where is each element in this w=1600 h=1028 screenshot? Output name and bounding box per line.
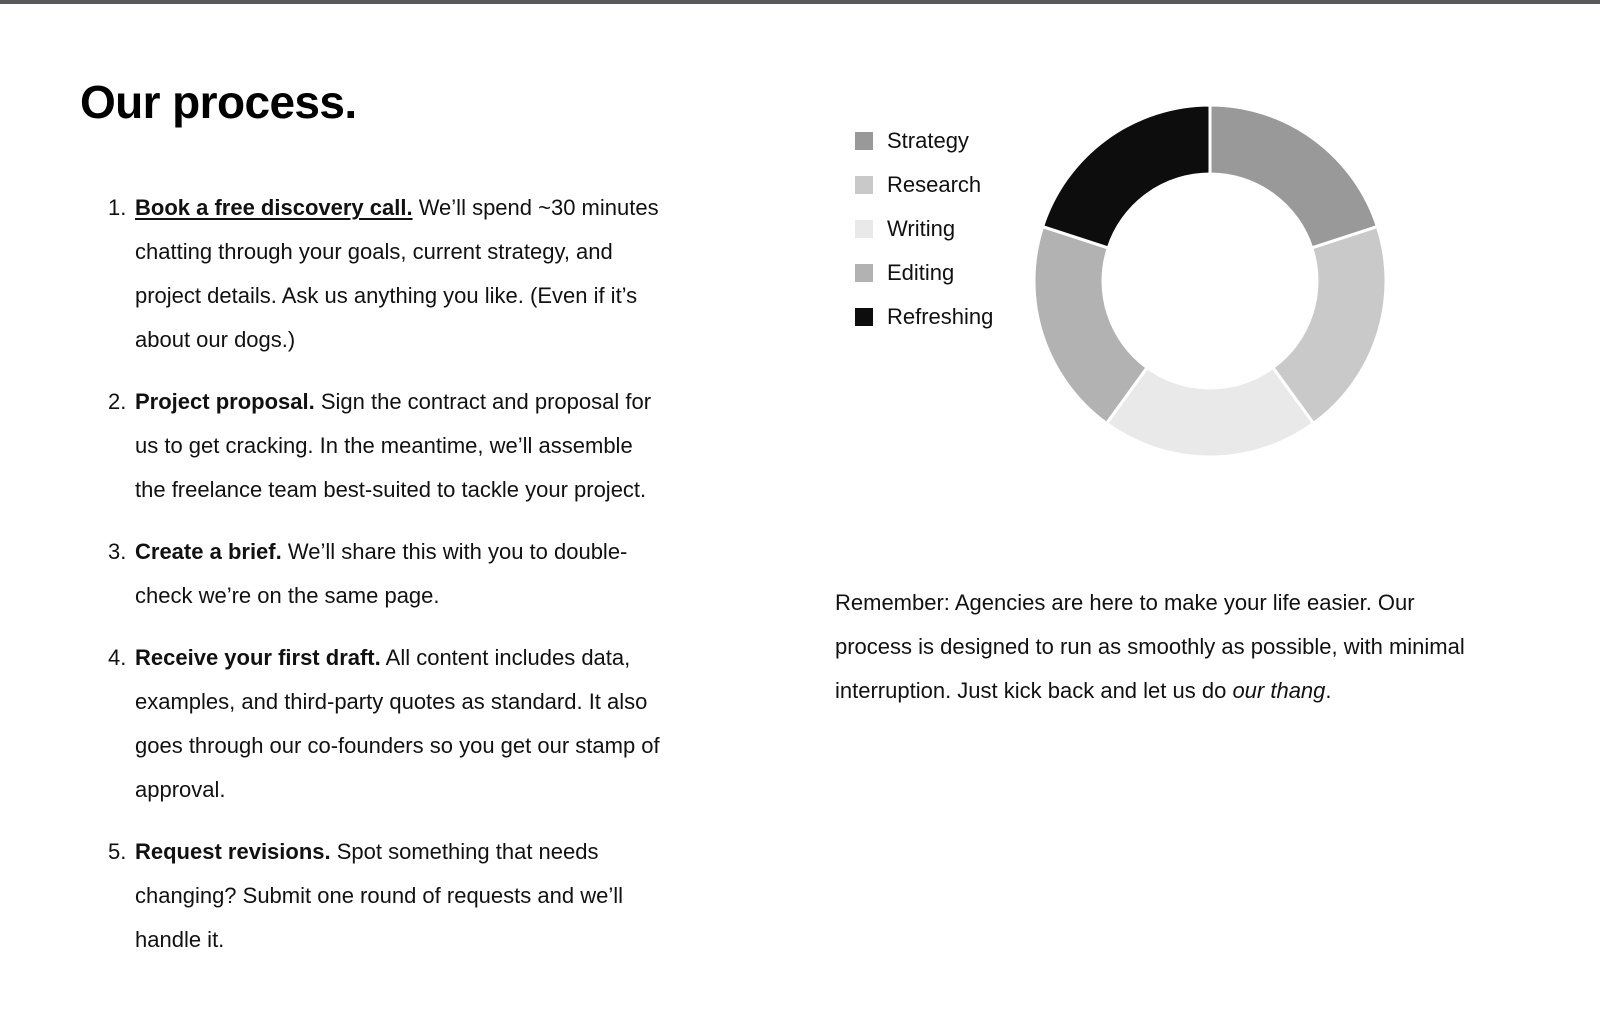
list-item-body: We’ll spend ~30 minutes chatting through your goals, current strategy, and project details. Ask us anything you like. (Even if it’s about our dogs.): [135, 195, 659, 352]
list-item-lead: Receive your first draft.: [135, 645, 381, 670]
list-item-text: [135, 380, 667, 512]
list-item-lead: Request revisions.: [135, 839, 331, 864]
list-item-body: All content includes data, examples, and third-party quotes as standard. It also goes through our co-founders so you get our stamp of approval.: [135, 645, 660, 802]
legend-swatch: [855, 308, 873, 326]
legend-swatch: [855, 176, 873, 194]
discovery-call-link[interactable]: Book a free discovery call.: [135, 195, 413, 220]
list-item: [108, 830, 670, 962]
window-top-edge: [0, 0, 1600, 4]
note-segment: .: [1325, 678, 1332, 703]
list-item-text: [135, 530, 667, 618]
note-italic-segment: our thang: [1232, 678, 1326, 703]
page-title: Our process.: [80, 76, 357, 128]
donut-slice-refreshing: [1043, 105, 1210, 248]
donut-slice-strategy: [1210, 105, 1377, 248]
legend-item-refreshing: [855, 303, 993, 330]
list-item-lead: Project proposal.: [135, 389, 315, 414]
list-item-number: 2.: [108, 389, 127, 414]
legend-label: Research: [887, 171, 982, 197]
legend-item-writing: [855, 215, 993, 242]
note-segment: Remember: Agencies are here to make your life easier. Our process is designed to run as smoothly as possible, with minimal interruption. Just kick back and let us do: [835, 590, 1465, 703]
list-item-text: [135, 186, 667, 362]
list-item-body: We’ll share this with you to double-check we’re on the same page.: [135, 539, 628, 608]
list-item-number: 5.: [108, 839, 127, 864]
list-item: [108, 380, 670, 512]
legend-label: Editing: [887, 259, 955, 285]
list-item: [108, 636, 670, 812]
list-item-number: 3.: [108, 539, 127, 564]
list-item-body: Sign the contract and proposal for us to get cracking. In the meantime, we’ll assemble the freelance team best-suited to tackle your project.: [135, 389, 652, 502]
legend-swatch: [855, 264, 873, 282]
legend-label: Strategy: [887, 127, 969, 153]
list-item: [108, 530, 670, 618]
legend-swatch: [855, 220, 873, 238]
chart-legend: [855, 127, 993, 330]
legend-item-strategy: [855, 127, 993, 154]
list-item: [108, 186, 670, 362]
list-item-text: [135, 636, 667, 812]
list-item-number: 1.: [108, 195, 127, 220]
list-item-body: Spot something that needs changing? Submit one round of requests and we’ll handle it.: [135, 839, 623, 952]
legend-label: Refreshing: [887, 303, 994, 329]
donut-chart: [1030, 101, 1390, 461]
list-item-number: 4.: [108, 645, 127, 670]
list-item-text: [135, 830, 667, 962]
remember-note: [835, 581, 1497, 713]
process-list: [108, 186, 670, 980]
legend-swatch: [855, 132, 873, 150]
list-item-lead: Create a brief.: [135, 539, 282, 564]
legend-item-editing: [855, 259, 993, 286]
legend-label: Writing: [887, 215, 956, 241]
legend-item-research: [855, 171, 993, 198]
